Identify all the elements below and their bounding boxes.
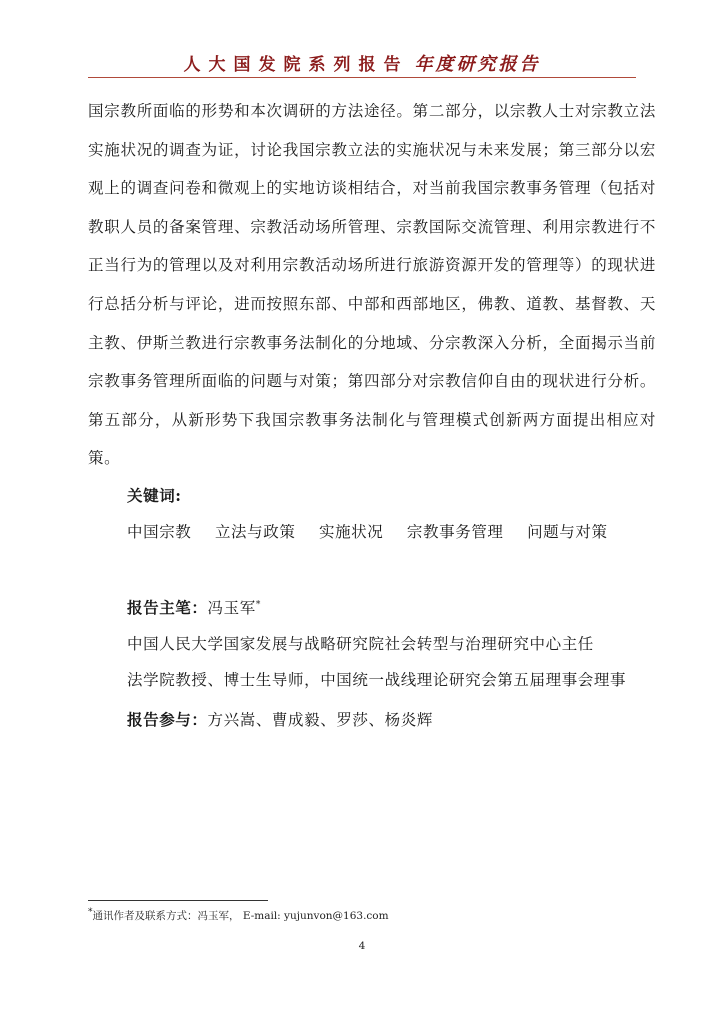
keyword-item: 立法与政策 <box>214 523 296 541</box>
keyword-item: 问题与对策 <box>527 523 608 541</box>
keyword-item: 实施状况 <box>318 523 384 541</box>
author-name: 冯玉军 <box>207 599 256 617</box>
keyword-item: 中国宗教 <box>127 523 192 541</box>
author-affiliation-1: 中国人民大学国家发展与战略研究院社会转型与治理研究中心主任 <box>127 635 594 653</box>
author-footnote-marker: * <box>255 599 261 610</box>
footnote-marker: * <box>88 907 93 918</box>
footnote-divider <box>88 900 268 901</box>
author-line <box>127 596 667 618</box>
footnote-text: 通讯作者及联系方式：冯玉军， E-mail: yujunvon@163.com <box>92 910 389 922</box>
participants-label: 报告参与： <box>127 710 208 729</box>
footnote <box>88 908 389 923</box>
participants-line <box>127 708 667 730</box>
author-label: 报告主笔： <box>127 598 208 617</box>
keywords-label: 关键词: <box>127 486 182 505</box>
body-paragraph: 国宗教所面临的形势和本次调研的方法途径。第二部分，以宗教人士对宗教立法实施状况的调查为证，讨论我国宗教立法的实施状况与未来发展；第三部分以宏观上的调查问卷和微观上的实地访谈相结合，对当前我国宗教事务管理（包括对教职人员的备案管理、宗教活动场所管理、宗教国际交流管理、利用宗教进行不正当行为的管理以及对利用宗教活动场所进行旅游资源开发的管理等）的现状进行总括分析与评论，进而按照东部、中部和西部地区，佛教、道教、基督教、天主教、伊斯兰教进行宗教事务法制化的分地域、分宗教深入分析，全面揭示当前宗教事务管理所面临的问题与对策；第四部分对宗教信仰自由的现状进行分析。第五部分，从新形势下我国宗教事务法制化与管理模式创新两方面提出相应对策。 <box>88 102 656 468</box>
page-number: 4 <box>358 940 366 952</box>
report-type-title: 年度研究报告 <box>414 54 541 75</box>
keywords-label-line <box>127 484 667 506</box>
running-header <box>88 50 636 80</box>
participants-names: 方兴嵩、曹成毅、罗莎、杨炎辉 <box>207 711 433 729</box>
series-title: 人大国发院系列报告 <box>183 55 409 75</box>
keywords-list <box>127 520 667 542</box>
keyword-item: 宗教事务管理 <box>406 523 504 541</box>
header-divider <box>88 77 636 78</box>
author-affiliation-2: 法学院教授、博士生导师，中国统一战线理论研究会第五届理事会理事 <box>127 671 627 689</box>
